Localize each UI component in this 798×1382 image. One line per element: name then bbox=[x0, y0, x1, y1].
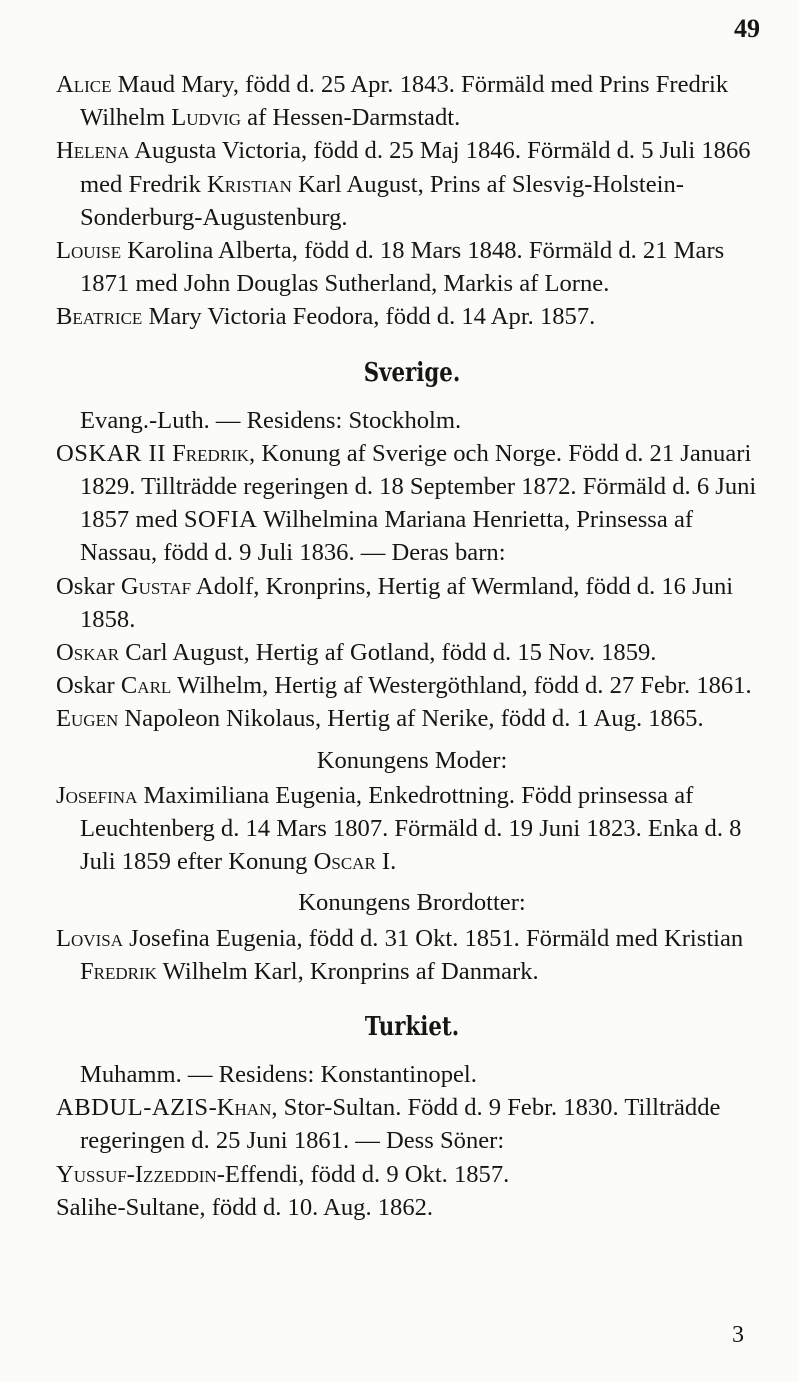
entry-text: Mary Victoria Feodora, född d. 14 Apr. 1857. bbox=[142, 303, 596, 331]
entry-text: Carl August, Hertig af Gotland, född d. 15 Nov. 1859. bbox=[119, 639, 657, 667]
entry-name: Beatrice bbox=[56, 303, 143, 331]
subheading-niece: Konungens Brordotter: bbox=[298, 889, 526, 917]
entry-helena bbox=[56, 134, 768, 234]
entry-text: Maud Mary, född d. 25 Apr. 1843. Förmäld med Prins Fredrik Wilhelm bbox=[80, 71, 729, 132]
entry-name: Oskar bbox=[56, 639, 120, 667]
entry-child bbox=[56, 702, 768, 735]
entry-name: Eugen bbox=[56, 705, 119, 733]
entry-text: Karl August, Prins af Slesvig-Holstein-Sonderburg-Augustenburg. bbox=[80, 170, 684, 231]
turkiet-intro: Muhamm. — Residens: Konstantinopel. bbox=[80, 1061, 477, 1089]
entry-text: -Effendi, född d. 9 Okt. 1857. bbox=[216, 1160, 510, 1188]
entry-text: Napoleon Nikolaus, Hertig af Nerike, född d. 1 Aug. 1865. bbox=[118, 705, 704, 733]
entry-niece bbox=[56, 922, 768, 988]
entry-text: Salihe-Sultane, född d. 10. Aug. 1862. bbox=[56, 1193, 434, 1221]
entry-name: -Khan bbox=[208, 1094, 272, 1122]
entry-alice bbox=[56, 68, 768, 134]
entry-text: Wilhelm Karl, Kronprins af Danmark. bbox=[156, 957, 539, 985]
sverige-intro: Evang.-Luth. — Residens: Stockholm. bbox=[80, 406, 462, 434]
section-heading-sverige: Sverige. bbox=[363, 357, 461, 388]
entry-name: Gustaf bbox=[120, 572, 192, 600]
entry-child bbox=[56, 636, 768, 669]
entry-name: Helena bbox=[56, 137, 130, 165]
entry-son bbox=[56, 1158, 768, 1191]
queen-name: SOFIA bbox=[183, 506, 258, 534]
king-name: OSKAR II bbox=[56, 439, 166, 467]
entry-beatrice bbox=[56, 300, 768, 333]
entry-child bbox=[56, 570, 768, 636]
entry-son bbox=[56, 1191, 768, 1224]
entry-king bbox=[56, 437, 768, 570]
entry-name: Oscar bbox=[313, 848, 376, 876]
entry-text: , Konung af Sverige och Norge. Född d. 21 Januari 1829. Tillträdde regeringen d. 18 September 1872. Förmäld d. 6 Juni 1857 med bbox=[80, 439, 757, 534]
entry-text: Adolf, Kronprins, Hertig af Wermland, född d. 16 Juni 1858. bbox=[80, 572, 734, 633]
page-number: 49 bbox=[734, 14, 760, 43]
sultan-name: ABDUL-AZIS bbox=[56, 1094, 209, 1122]
entry-text: I. bbox=[375, 848, 397, 876]
entry-text: Karolina Alberta, född d. 18 Mars 1848. Förmäld d. 21 Mars 1871 med John Douglas Sutherland, Markis af Lorne. bbox=[80, 237, 725, 298]
entry-name: Louise bbox=[56, 237, 122, 265]
entry-name: Yussuf-Izzeddin bbox=[56, 1160, 217, 1188]
entry-name: Josefina bbox=[56, 781, 138, 809]
section-heading-turkiet: Turkiet. bbox=[364, 1012, 460, 1043]
entry-text: Wilhelm, Hertig af Westergöthland, född d. 27 Febr. 1861. bbox=[171, 672, 752, 700]
signature-mark: 3 bbox=[732, 1322, 744, 1348]
entry-name: Alice bbox=[56, 71, 112, 98]
entry-text: Maximiliana Eugenia, Enkedrottning. Född prinsessa af Leuchtenberg d. 14 Mars 1807. Förmäld d. 19 Juni 1823. Enka d. 8 Juli 1859 efter Konung bbox=[80, 781, 742, 876]
entry-text: af Hessen-Darmstadt. bbox=[241, 104, 461, 132]
entry-name: Lovisa bbox=[56, 924, 123, 952]
entry-sultan bbox=[56, 1091, 768, 1157]
page-body bbox=[56, 68, 768, 1224]
entry-child bbox=[56, 669, 768, 702]
entry-text: Augusta Victoria, född d. 25 Maj 1846. Förmäld d. 5 Juli 1866 med Fredrik bbox=[80, 137, 751, 198]
entry-mother bbox=[56, 779, 768, 879]
entry-name: Kristian bbox=[207, 170, 292, 198]
entry-name: Fredrik bbox=[172, 439, 250, 467]
entry-name: Carl bbox=[120, 672, 172, 700]
entry-text: , Stor-Sultan. Född d. 9 Febr. 1830. Tillträdde regeringen d. 25 Juni 1861. — Dess Söner: bbox=[80, 1094, 721, 1155]
entry-text: Oskar bbox=[56, 672, 121, 700]
entry-text: Oskar bbox=[56, 572, 121, 600]
subheading-mother: Konungens Moder: bbox=[316, 746, 508, 774]
entry-text: Josefina Eugenia, född d. 31 Okt. 1851. Förmäld med Kristian bbox=[122, 924, 744, 952]
entry-name: Fredrik bbox=[80, 957, 157, 985]
entry-louise bbox=[56, 234, 768, 300]
entry-text: Wilhelmina Mariana Henrietta, Prinsessa af Nassau, född d. 9 Juli 1836. — Deras barn: bbox=[80, 506, 694, 567]
entry-name: Ludvig bbox=[171, 104, 242, 132]
